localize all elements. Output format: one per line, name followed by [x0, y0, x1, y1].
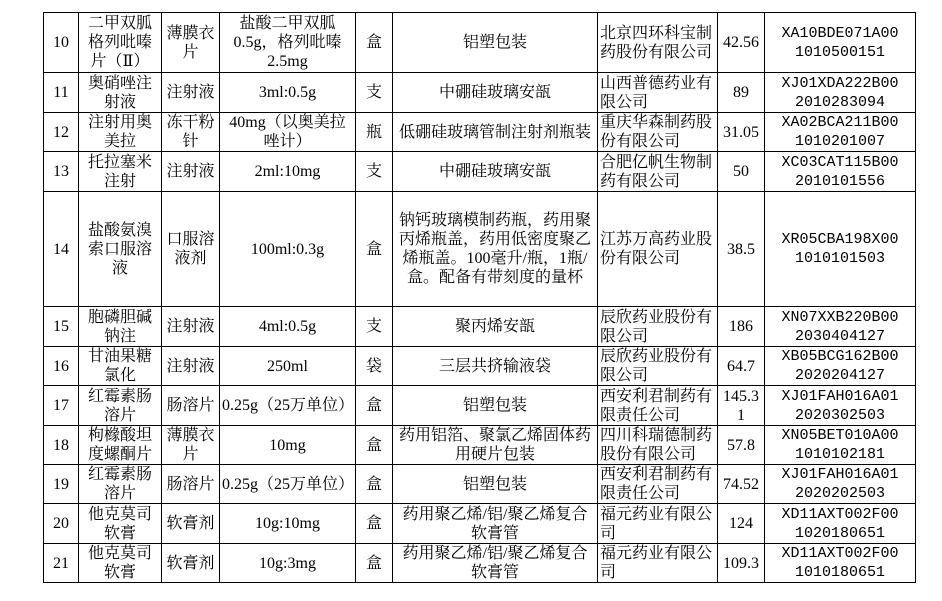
dosage-form-cell: 冻干粉针 — [162, 113, 220, 152]
specification-cell: 250ml — [220, 347, 356, 386]
drug-code-cell: XN07XXB220B002030404127 — [765, 307, 916, 347]
unit-cell: 盒 — [356, 192, 393, 307]
drug-name-cell: 他克莫司软膏 — [79, 544, 162, 583]
price-cell: 57.8 — [718, 426, 765, 465]
packaging-cell: 药用聚乙烯/铝/聚乙烯复合软膏管 — [393, 504, 598, 544]
packaging-cell: 中硼硅玻璃安瓿 — [393, 73, 598, 113]
drug-code-cell: XB05BCG162B002020204127 — [765, 347, 916, 386]
manufacturer-cell: 北京四环科宝制药股份有限公司 — [598, 13, 718, 73]
dosage-form-cell: 肠溶片 — [162, 386, 220, 426]
packaging-cell: 铝塑包装 — [393, 386, 598, 426]
drug-name-cell: 红霉素肠溶片 — [79, 465, 162, 504]
drug-name-cell: 红霉素肠溶片 — [79, 386, 162, 426]
price-cell: 74.52 — [718, 465, 765, 504]
price-cell: 186 — [718, 307, 765, 347]
manufacturer-cell: 合肥亿帆生物制药有限公司 — [598, 152, 718, 192]
drug-code-cell: XD11AXT002F001010180651 — [765, 544, 916, 583]
price-cell: 124 — [718, 504, 765, 544]
table-row — [44, 152, 916, 192]
row-number-cell: 11 — [44, 73, 79, 113]
specification-cell: 0.25g（25万单位） — [220, 465, 356, 504]
dosage-form-cell: 肠溶片 — [162, 465, 220, 504]
packaging-cell: 铝塑包装 — [393, 465, 598, 504]
manufacturer-cell: 福元药业有限公司 — [598, 504, 718, 544]
row-number-cell: 21 — [44, 544, 79, 583]
unit-cell: 盒 — [356, 544, 393, 583]
packaging-cell: 聚丙烯安瓿 — [393, 307, 598, 347]
manufacturer-cell: 西安利君制药有限责任公司 — [598, 386, 718, 426]
table-row — [44, 544, 916, 583]
table-row — [44, 307, 916, 347]
drug-name-cell: 甘油果糖氯化 — [79, 347, 162, 386]
drug-code-cell: XR05CBA198X001010101503 — [765, 192, 916, 307]
dosage-form-cell: 注射液 — [162, 347, 220, 386]
manufacturer-cell: 江苏万高药业股份有限公司 — [598, 192, 718, 307]
unit-cell: 盒 — [356, 465, 393, 504]
table-row — [44, 113, 916, 152]
manufacturer-cell: 辰欣药业股份有限公司 — [598, 307, 718, 347]
unit-cell: 支 — [356, 73, 393, 113]
packaging-cell: 药用铝箔、聚氯乙烯固体药用硬片包装 — [393, 426, 598, 465]
unit-cell: 盒 — [356, 426, 393, 465]
drug-name-cell: 托拉塞米注射 — [79, 152, 162, 192]
drug-name-cell: 枸橼酸坦度螺酮片 — [79, 426, 162, 465]
drug-code-cell: XJ01XDA222B002010283094 — [765, 73, 916, 113]
unit-cell: 盒 — [356, 504, 393, 544]
dosage-form-cell: 薄膜衣片 — [162, 13, 220, 73]
price-cell: 31.05 — [718, 113, 765, 152]
specification-cell: 10g:3mg — [220, 544, 356, 583]
price-cell: 89 — [718, 73, 765, 113]
unit-cell: 袋 — [356, 347, 393, 386]
drug-code-cell: XA02BCA211B001010201007 — [765, 113, 916, 152]
packaging-cell: 铝塑包装 — [393, 13, 598, 73]
drug-table — [43, 12, 916, 583]
price-cell: 64.7 — [718, 347, 765, 386]
unit-cell: 瓶 — [356, 113, 393, 152]
specification-cell: 3ml:0.5g — [220, 73, 356, 113]
table-row — [44, 13, 916, 73]
drug-code-cell: XC03CAT115B002010101556 — [765, 152, 916, 192]
dosage-form-cell: 软膏剂 — [162, 504, 220, 544]
row-number-cell: 14 — [44, 192, 79, 307]
specification-cell: 10g:10mg — [220, 504, 356, 544]
price-cell: 145.31 — [718, 386, 765, 426]
price-cell: 50 — [718, 152, 765, 192]
dosage-form-cell: 软膏剂 — [162, 544, 220, 583]
row-number-cell: 10 — [44, 13, 79, 73]
row-number-cell: 13 — [44, 152, 79, 192]
table-row — [44, 426, 916, 465]
drug-code-cell: XN05BET010A001010102181 — [765, 426, 916, 465]
table-row — [44, 465, 916, 504]
drug-name-cell: 二甲双胍格列吡嗪片（Ⅱ） — [79, 13, 162, 73]
drug-code-cell: XA10BDE071A001010500151 — [765, 13, 916, 73]
table-row — [44, 192, 916, 307]
packaging-cell: 钠钙玻璃模制药瓶，药用聚丙烯瓶盖，药用低密度聚乙烯瓶盖。100毫升/瓶，1瓶/盒。配备有带刻度的量杯 — [393, 192, 598, 307]
drug-code-cell: XJ01FAH016A012020202503 — [765, 465, 916, 504]
manufacturer-cell: 福元药业有限公司 — [598, 544, 718, 583]
table-row — [44, 504, 916, 544]
row-number-cell: 17 — [44, 386, 79, 426]
specification-cell: 4ml:0.5g — [220, 307, 356, 347]
row-number-cell: 16 — [44, 347, 79, 386]
dosage-form-cell: 薄膜衣片 — [162, 426, 220, 465]
specification-cell: 2ml:10mg — [220, 152, 356, 192]
drug-name-cell: 注射用奥美拉 — [79, 113, 162, 152]
packaging-cell: 药用聚乙烯/铝/聚乙烯复合软膏管 — [393, 544, 598, 583]
row-number-cell: 20 — [44, 504, 79, 544]
dosage-form-cell: 口服溶液剂 — [162, 192, 220, 307]
table-row — [44, 386, 916, 426]
row-number-cell: 18 — [44, 426, 79, 465]
specification-cell: 0.25g（25万单位） — [220, 386, 356, 426]
price-cell: 42.56 — [718, 13, 765, 73]
row-number-cell: 19 — [44, 465, 79, 504]
manufacturer-cell: 辰欣药业股份有限公司 — [598, 347, 718, 386]
row-number-cell: 15 — [44, 307, 79, 347]
price-cell: 109.3 — [718, 544, 765, 583]
table-row — [44, 347, 916, 386]
specification-cell: 40mg（以奥美拉唑计） — [220, 113, 356, 152]
drug-name-cell: 胞磷胆碱钠注 — [79, 307, 162, 347]
unit-cell: 支 — [356, 152, 393, 192]
dosage-form-cell: 注射液 — [162, 152, 220, 192]
manufacturer-cell: 四川科瑞德制药股份有限公司 — [598, 426, 718, 465]
packaging-cell: 三层共挤输液袋 — [393, 347, 598, 386]
dosage-form-cell: 注射液 — [162, 307, 220, 347]
row-number-cell: 12 — [44, 113, 79, 152]
drug-name-cell: 盐酸氨溴索口服溶液 — [79, 192, 162, 307]
manufacturer-cell: 山西普德药业有限公司 — [598, 73, 718, 113]
table-row — [44, 73, 916, 113]
specification-cell: 100ml:0.3g — [220, 192, 356, 307]
specification-cell: 10mg — [220, 426, 356, 465]
unit-cell: 支 — [356, 307, 393, 347]
drug-name-cell: 奥硝唑注射液 — [79, 73, 162, 113]
manufacturer-cell: 西安利君制药有限责任公司 — [598, 465, 718, 504]
unit-cell: 盒 — [356, 386, 393, 426]
packaging-cell: 中硼硅玻璃安瓿 — [393, 152, 598, 192]
manufacturer-cell: 重庆华森制药股份有限公司 — [598, 113, 718, 152]
dosage-form-cell: 注射液 — [162, 73, 220, 113]
specification-cell: 盐酸二甲双胍0.5g，格列吡嗪2.5mg — [220, 13, 356, 73]
drug-code-cell: XJ01FAH016A012020302503 — [765, 386, 916, 426]
price-cell: 38.5 — [718, 192, 765, 307]
drug-code-cell: XD11AXT002F001020180651 — [765, 504, 916, 544]
drug-name-cell: 他克莫司软膏 — [79, 504, 162, 544]
packaging-cell: 低硼硅玻璃管制注射剂瓶装 — [393, 113, 598, 152]
unit-cell: 盒 — [356, 13, 393, 73]
